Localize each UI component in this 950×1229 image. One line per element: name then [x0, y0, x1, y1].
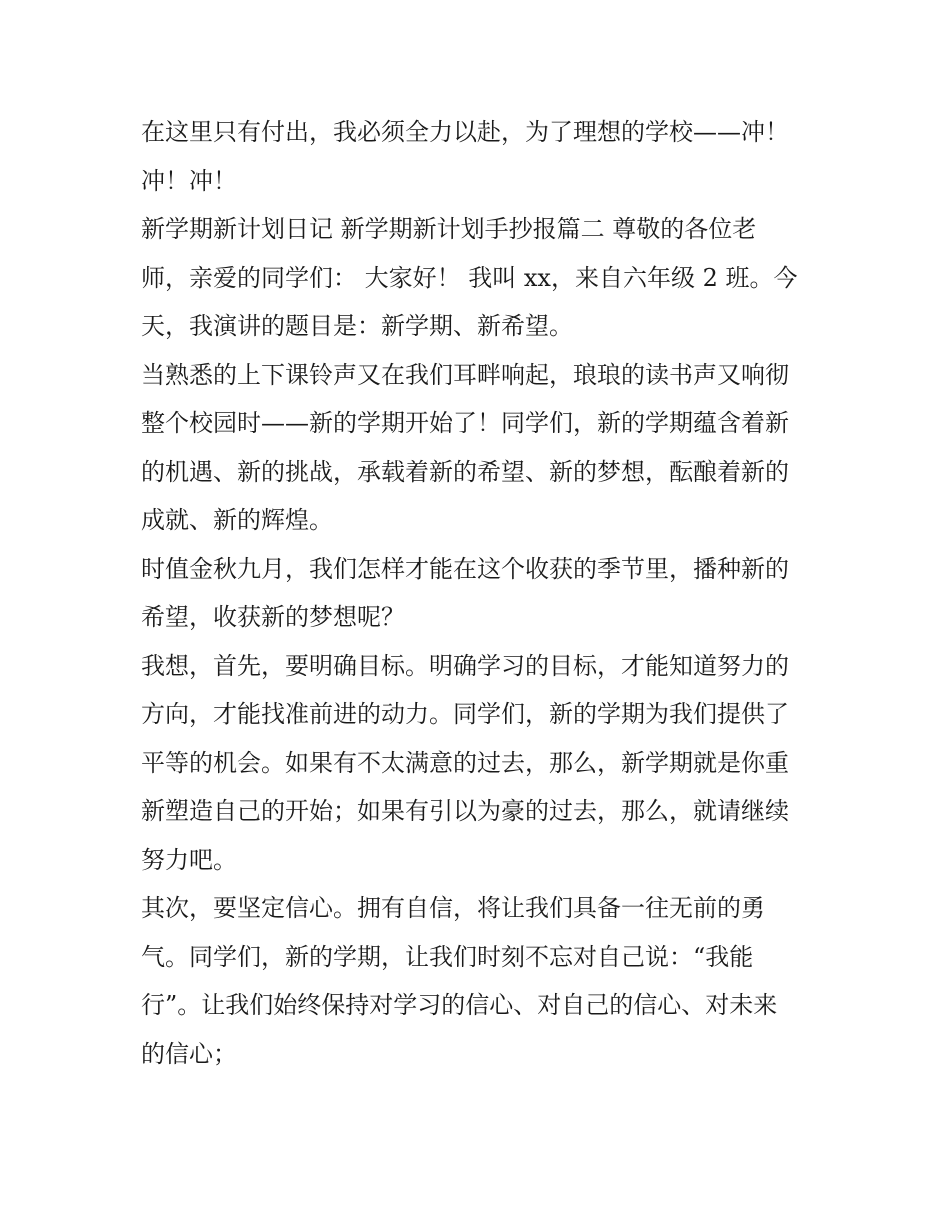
text-line: 新塑造自己的开始；如果有引以为豪的过去，那么，就请继续 [141, 797, 789, 825]
text-line: 天，我演讲的题目是：新学期、新希望。 [141, 312, 573, 340]
text-line: 师，亲爱的同学们： 大家好！ 我叫 xx，来自六年级 2 班。今 [141, 263, 798, 292]
paragraph-5 [141, 642, 813, 885]
text-line: 希望，收获新的梦想呢？ [141, 603, 405, 631]
text-line: 的机遇、新的挑战，承载着新的希望、新的梦想，酝酿着新的 [141, 457, 789, 486]
text-line: 冲！冲！ [141, 166, 237, 195]
text-line: 努力吧。 [141, 845, 237, 874]
text-line: 整个校园时——新的学期开始了！同学们，新的学期蕴含着新 [141, 409, 789, 437]
text-line: 新学期新计划日记 新学期新计划手抄报篇二 尊敬的各位老 [141, 215, 757, 243]
paragraph-1 [141, 108, 813, 205]
text-line: 时值金秋九月，我们怎样才能在这个收获的季节里，播种新的 [141, 554, 789, 583]
paragraph-2 [141, 205, 813, 351]
text-line: 我想，首先，要明确目标。明确学习的目标，才能知道努力的 [141, 651, 789, 680]
text-line: 行”。让我们始终保持对学习的信心、对自己的信心、对未来 [141, 991, 778, 1019]
text-line: 的信心； [141, 1039, 237, 1068]
text-line: 平等的机会。如果有不太满意的过去，那么，新学期就是你重 [141, 748, 789, 777]
text-line: 在这里只有付出，我必须全力以赴，为了理想的学校——冲！ [141, 118, 789, 146]
text-line: 成就、新的辉煌。 [141, 506, 333, 534]
paragraph-6 [141, 884, 813, 1078]
text-line: 当熟悉的上下课铃声又在我们耳畔响起，琅琅的读书声又响彻 [141, 360, 789, 389]
text-line: 其次，要坚定信心。拥有自信，将让我们具备一往无前的勇 [141, 894, 765, 922]
text-line: 方向，才能找准前进的动力。同学们，新的学期为我们提供了 [141, 700, 789, 728]
paragraph-4 [141, 545, 813, 642]
document-body [141, 108, 813, 1078]
paragraph-3 [141, 351, 813, 545]
text-line: 气。同学们，新的学期，让我们时刻不忘对自己说：“我能 [141, 942, 754, 971]
